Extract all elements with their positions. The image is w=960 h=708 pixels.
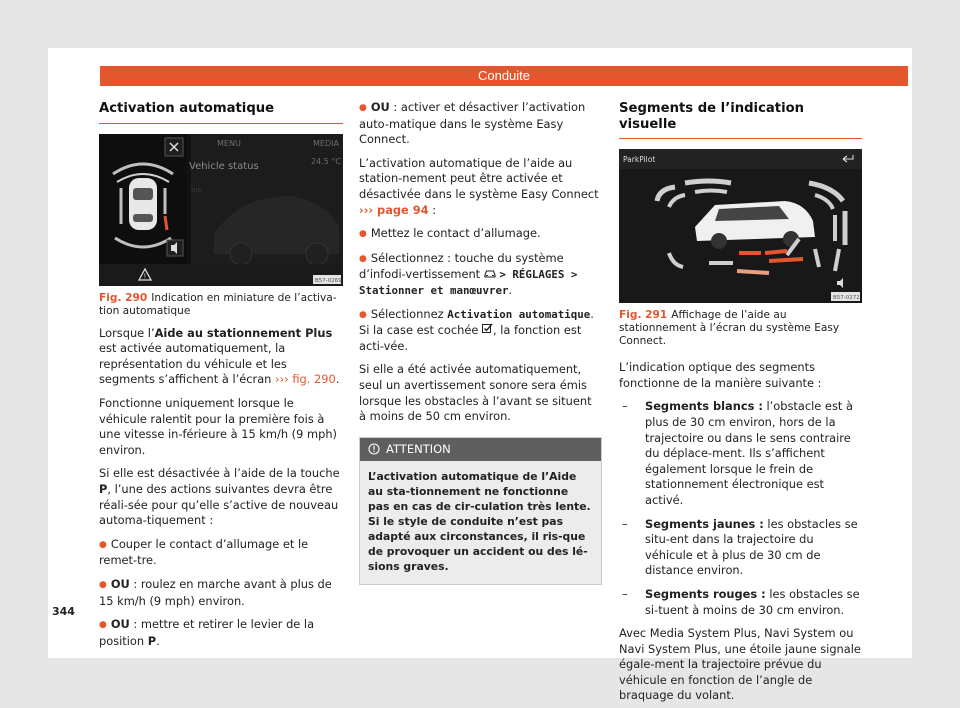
page-reference-link[interactable]: ››› page 94 — [359, 202, 429, 217]
bullet-ignition: ● Couper le contact d’allumage et le remet-tre. — [99, 537, 343, 569]
column-1 — [99, 96, 343, 649]
bullet-easy-connect: ● OU : activer et désactiver l’activation auto-matique dans le système Easy Connect. — [359, 100, 602, 148]
svg-text:!: ! — [143, 272, 147, 281]
bullet-select-settings: ● Sélectionnez : touche du système d’infodi-vertissement > RÉGLAGES > Stationner et manœuvrer. — [359, 251, 602, 299]
paragraph-sound-warning: Si elle a été activée automatiquement, seul un avertissement sonore sera émis lorsque les obstacles à l’avant se situent à moins de 50 cm environ. — [359, 362, 592, 424]
checkbox-checked-icon — [482, 323, 493, 339]
attention-header: ATTENTION — [360, 438, 601, 461]
manual-page — [48, 48, 912, 703]
paragraph-segments-outro: Avec Media System Plus, Navi System ou Navi System Plus, une étoile jaune signale égale-ment la trajectoire prévue du véhicule en fonction de l’angle de braquage du volant. — [619, 626, 861, 703]
chapter-header: Conduite — [100, 66, 908, 86]
bullet-drive-forward: ● OU : roulez en marche avant à plus de 15 km/h (9 mph) environ. — [99, 577, 343, 609]
bullet-select-auto: ● Sélectionnez Activation automatique. Si la case est cochée , la fonction est acti-vée. — [359, 307, 602, 355]
paragraph-intro: Lorsque l’Aide au stationnement Plus est activée automatiquement, la représentation du véhicule et les segments s’affichent à l’écran ››› fig. 290. — [99, 325, 340, 387]
column-2 — [359, 96, 602, 585]
figure-id: B57-0269 — [315, 277, 342, 284]
parkpilot-label: ParkPilot — [623, 155, 656, 165]
figure-290 — [99, 134, 343, 286]
screen-media-label: MEDIA — [313, 138, 339, 148]
parkpilot-display-image — [619, 149, 862, 303]
screen-faded-label: ble — [191, 185, 202, 194]
figure-caption-text: Affichage de l’aide au stationnement à l’écran du système Easy Connect. — [619, 309, 840, 348]
figure-id: B57-0272 — [833, 295, 860, 302]
list-item-white: – Segments blancs : l’obstacle est à plus de 30 cm environ, hors de la trajectoire ou dans le sens contraire du déplace-ment. Ils s’affichent également lorsque le frein de stationnement électronique est activé. — [619, 399, 862, 508]
car-menu-icon — [484, 267, 496, 283]
attention-box — [359, 437, 602, 585]
figure-number: Fig. 291 — [619, 309, 668, 322]
bullet-ignition-on: ● Mettez le contact d’allumage. — [359, 226, 602, 243]
bullet-lever: ● OU : mettre et retirer le levier de la position P. — [99, 617, 343, 649]
figure-291-caption — [619, 309, 862, 348]
figure-290-caption — [99, 292, 343, 318]
list-item-yellow: – Segments jaunes : les obstacles se situ-ent dans la trajectoire du véhicule et à plus de 30 cm de distance environ. — [619, 517, 862, 579]
paragraph-easy-connect: L’activation automatique de l’aide au station-nement peut être activée et désactivée dans le système Easy Connect ››› page 94 : — [359, 155, 599, 217]
paragraph-speed: Fonctionne uniquement lorsque le véhicule ralentit pour la première fois à une vitesse in-férieure à 15 km/h (9 mph) environ. — [99, 395, 337, 457]
page-number: 344 — [52, 605, 75, 618]
park-key-icon: P — [99, 481, 108, 496]
section-heading-activation: Activation automatique — [99, 101, 343, 124]
paragraph-segments-intro: L’indication optique des segments fonctionne de la manière suivante : — [619, 360, 822, 390]
paragraph-deactivation: Si elle est désactivée à l’aide de la touche P, l’une des actions suivantes devra être réali-sée pour qu’elle s’active de nouveau automa-tiquement : — [99, 466, 340, 528]
figure-reference-link[interactable]: ››› fig. 290 — [275, 372, 336, 387]
screen-menu-label: MENU — [217, 138, 241, 148]
list-item-red: – Segments rouges : les obstacles se si-tuent à moins de 30 cm environ. — [619, 587, 862, 618]
screen-temp-label: 24.5 °C — [311, 156, 341, 166]
section-heading-segments: Segments de l’indication visuelle — [619, 101, 862, 139]
figure-caption-text: Indication en miniature de l’activa-tion automatique — [99, 291, 337, 317]
column-3 — [619, 96, 862, 704]
figure-291 — [619, 149, 862, 303]
screen-title-label: Vehicle status — [189, 160, 259, 172]
miniature-display-image — [99, 134, 343, 286]
figure-number: Fig. 290 — [99, 291, 148, 304]
attention-text: L’activation automatique de l’Aide au sta-tionnement ne fonctionne pas en cas de cir-culation très lente. Si le style de conduite n’est pas adapté aux circonstances, il ris-que de provoquer un accident ou des lé-sions graves. — [368, 469, 591, 573]
info-circle-icon — [368, 442, 386, 457]
